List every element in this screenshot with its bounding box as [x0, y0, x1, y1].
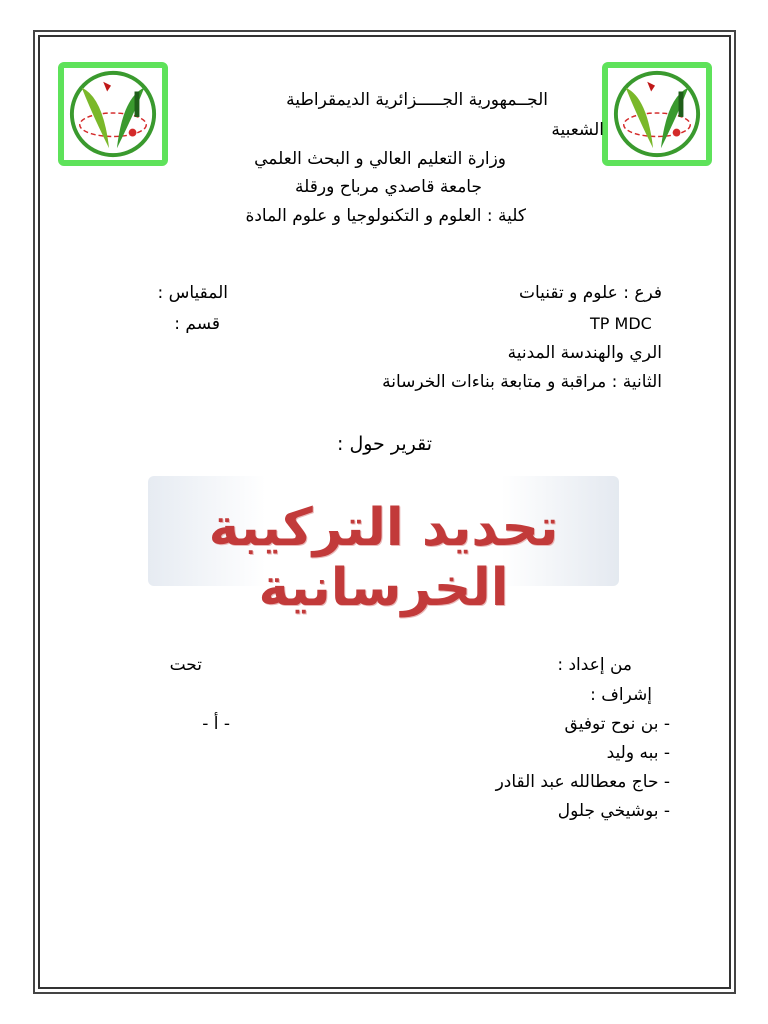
faculty-line: كلية : العلوم و التكنولوجيا و علوم المادة: [245, 206, 526, 226]
title-banner: [148, 476, 619, 618]
university-logo-icon: [608, 68, 706, 160]
supervisor-name: - أ -: [202, 714, 230, 734]
prepared-by-label: من إعداد :: [557, 655, 632, 675]
module-label: المقياس :: [157, 283, 228, 303]
university-logo-icon: [64, 68, 162, 160]
report-label: تقرير حول :: [337, 433, 432, 455]
university-line: جامعة قاصدي مرباح ورقلة: [295, 177, 482, 197]
supervision-label-part1: تحت: [169, 655, 202, 675]
republic-line2: الشعبية: [551, 120, 604, 140]
student-2: - ببه وليد: [606, 743, 670, 763]
republic-line1: الجــمهورية الجـــــزائرية الديمقراطية: [286, 90, 548, 110]
tp-code: TP MDC: [590, 314, 652, 333]
year-line: الثانية : مراقبة و متابعة بناءات الخرسانة: [382, 372, 662, 392]
university-logo-right: [602, 62, 712, 166]
branch-line: فرع : علوم و تقنيات: [518, 283, 662, 303]
supervision-label-part2: إشراف :: [590, 685, 652, 705]
student-1: - بن نوح توفيق: [564, 714, 670, 734]
student-3: - حاج معطالله عبد القادر: [495, 772, 670, 792]
report-title: تحديد التركيبة الخرسانية: [208, 498, 559, 618]
department-label: قسم :: [174, 314, 220, 334]
student-4: - بوشيخي جلول: [557, 801, 670, 821]
department-name: الري والهندسة المدنية: [507, 343, 662, 363]
ministry-line: وزارة التعليم العالي و البحث العلمي: [254, 149, 506, 169]
university-logo-left: [58, 62, 168, 166]
